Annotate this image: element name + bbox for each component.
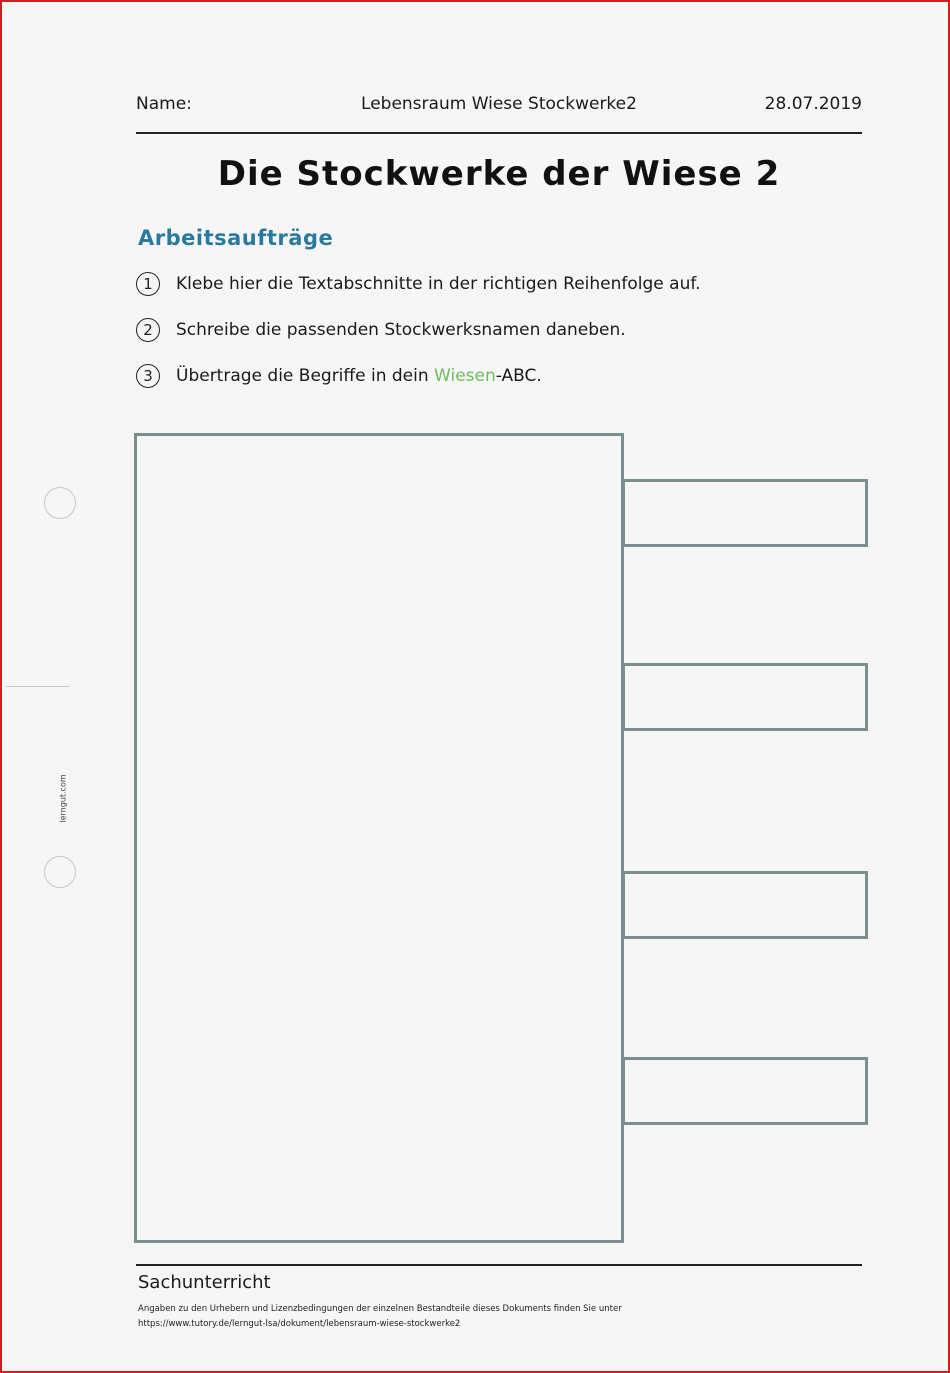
task-text: Schreibe die passenden Stockwerksnamen daneben. — [176, 320, 626, 340]
task-text — [176, 366, 542, 386]
name-label: Name: — [136, 94, 192, 114]
task-text: Klebe hier die Textabschnitte in der richtigen Reihenfolge auf. — [176, 274, 701, 294]
section-heading: Arbeitsaufträge — [138, 226, 334, 250]
punch-hole-bottom — [44, 856, 76, 888]
task-number: 3 — [136, 364, 160, 388]
worksheet-title: Lebensraum Wiese Stockwerke2 — [361, 94, 637, 114]
attribution-text: Angaben zu den Urhebern und Lizenzbedingungen der einzelnen Bestandteile dieses Dokuments finden Sie unter — [138, 1304, 622, 1314]
label-box-1[interactable] — [622, 479, 868, 547]
label-box-3[interactable] — [622, 871, 868, 939]
footer-divider — [136, 1264, 862, 1266]
fold-mark — [6, 686, 70, 687]
paste-area-box[interactable] — [134, 433, 624, 1243]
subject-label: Sachunterricht — [138, 1272, 271, 1293]
side-credit: lerngut.com — [58, 774, 68, 823]
task-text-after: -ABC. — [495, 366, 542, 386]
task-number: 2 — [136, 318, 160, 342]
connector-line — [621, 480, 624, 1126]
task-number: 1 — [136, 272, 160, 296]
task-text-before: Übertrage die Begriffe in dein — [176, 366, 435, 386]
worksheet-date: 28.07.2019 — [764, 94, 862, 114]
task-highlight-word: Wiesen — [434, 366, 496, 386]
attribution-link[interactable]: https://www.tutory.de/lerngut-lsa/dokument/lebensraum-wiese-stockwerke2 — [138, 1319, 461, 1329]
label-box-2[interactable] — [622, 663, 868, 731]
page-title: Die Stockwerke der Wiese 2 — [217, 154, 781, 194]
page-header — [136, 94, 862, 120]
label-box-4[interactable] — [622, 1057, 868, 1125]
punch-hole-top — [44, 487, 76, 519]
header-divider — [136, 132, 862, 134]
